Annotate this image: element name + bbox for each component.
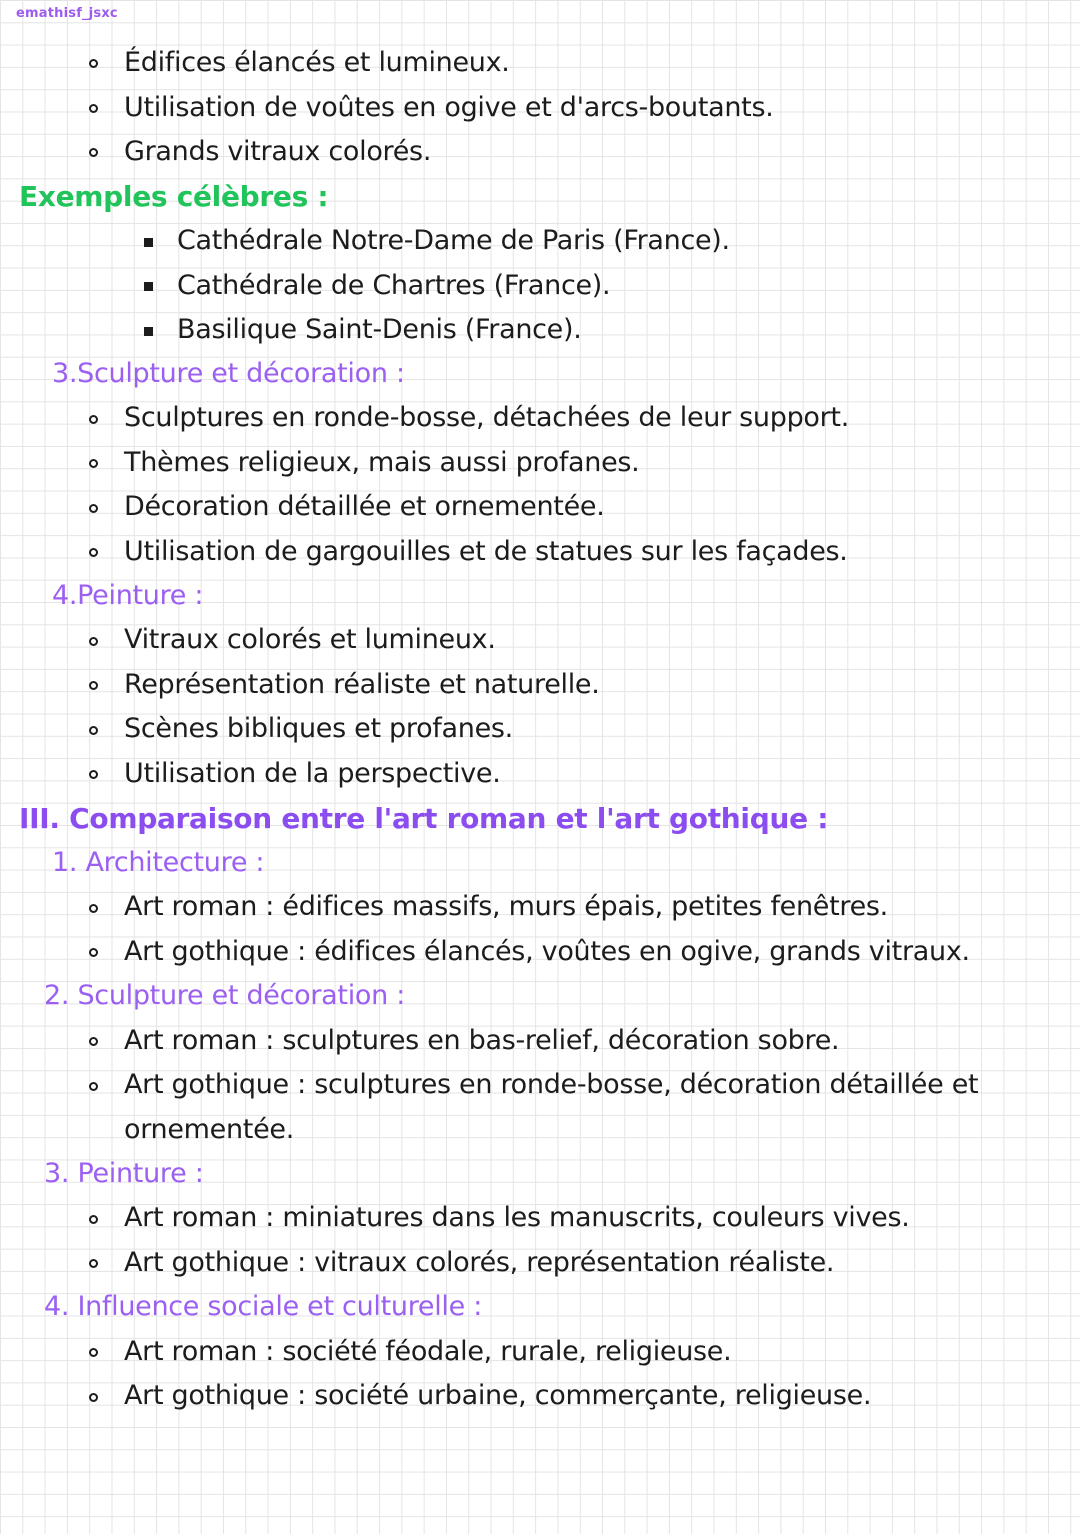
circle-bullet-icon: [89, 637, 98, 646]
circle-bullet-icon: [89, 1215, 98, 1224]
list-item: Art roman : sculptures en bas-relief, décoration sobre.: [124, 1025, 840, 1056]
list-item: Thèmes religieux, mais aussi profanes.: [124, 447, 640, 478]
list-item: Art roman : édifices massifs, murs épais, petites fenêtres.: [124, 891, 888, 922]
circle-bullet-icon: [89, 104, 98, 113]
list-item: Représentation réaliste et naturelle.: [124, 669, 600, 700]
circle-bullet-icon: [89, 1259, 98, 1268]
list-item: Art gothique : vitraux colorés, représentation réaliste.: [124, 1247, 835, 1278]
comparison-sculpture-heading: 2. Sculpture et décoration :: [44, 980, 406, 1011]
comparison-heading: III. Comparaison entre l'art roman et l'art gothique :: [19, 802, 829, 835]
square-bullet-icon: [144, 238, 153, 247]
circle-bullet-icon: [89, 681, 98, 690]
square-bullet-icon: [144, 327, 153, 336]
list-item: Utilisation de voûtes en ogive et d'arcs-boutants.: [124, 92, 774, 123]
examples-heading: Exemples célèbres :: [19, 180, 329, 213]
list-item: Cathédrale Notre-Dame de Paris (France).: [177, 225, 730, 256]
influence-heading: 4. Influence sociale et culturelle :: [44, 1291, 483, 1322]
circle-bullet-icon: [89, 726, 98, 735]
list-item-continuation: ornementée.: [124, 1114, 294, 1145]
list-item: Sculptures en ronde-bosse, détachées de leur support.: [124, 402, 850, 433]
sculpture-heading: 3.Sculpture et décoration :: [52, 358, 405, 389]
circle-bullet-icon: [89, 1348, 98, 1357]
list-item: Art gothique : société urbaine, commerçante, religieuse.: [124, 1380, 872, 1411]
list-item: Utilisation de gargouilles et de statues sur les façades.: [124, 536, 848, 567]
list-item: Art gothique : édifices élancés, voûtes en ogive, grands vitraux.: [124, 936, 970, 967]
circle-bullet-icon: [89, 148, 98, 157]
circle-bullet-icon: [89, 770, 98, 779]
architecture-heading: 1. Architecture :: [52, 847, 265, 878]
circle-bullet-icon: [89, 459, 98, 468]
list-item: Grands vitraux colorés.: [124, 136, 432, 167]
list-item: Art roman : société féodale, rurale, religieuse.: [124, 1336, 732, 1367]
circle-bullet-icon: [89, 1393, 98, 1402]
list-item: Art roman : miniatures dans les manuscrits, couleurs vives.: [124, 1202, 910, 1233]
circle-bullet-icon: [89, 948, 98, 957]
circle-bullet-icon: [89, 1082, 98, 1091]
list-item: Art gothique : sculptures en ronde-bosse, décoration détaillée et: [124, 1069, 979, 1100]
list-item: Utilisation de la perspective.: [124, 758, 501, 789]
watermark: emathisf_jsxc: [16, 6, 118, 21]
circle-bullet-icon: [89, 1037, 98, 1046]
list-item: Vitraux colorés et lumineux.: [124, 624, 496, 655]
list-item: Scènes bibliques et profanes.: [124, 713, 513, 744]
peinture-heading: 4.Peinture :: [52, 580, 204, 611]
circle-bullet-icon: [89, 59, 98, 68]
comparison-peinture-heading: 3. Peinture :: [44, 1158, 204, 1189]
list-item: Basilique Saint-Denis (France).: [177, 314, 582, 345]
list-item: Cathédrale de Chartres (France).: [177, 270, 611, 301]
circle-bullet-icon: [89, 904, 98, 913]
circle-bullet-icon: [89, 504, 98, 513]
list-item: Décoration détaillée et ornementée.: [124, 491, 605, 522]
square-bullet-icon: [144, 282, 153, 291]
list-item: Édifices élancés et lumineux.: [124, 47, 510, 78]
circle-bullet-icon: [89, 415, 98, 424]
circle-bullet-icon: [89, 548, 98, 557]
